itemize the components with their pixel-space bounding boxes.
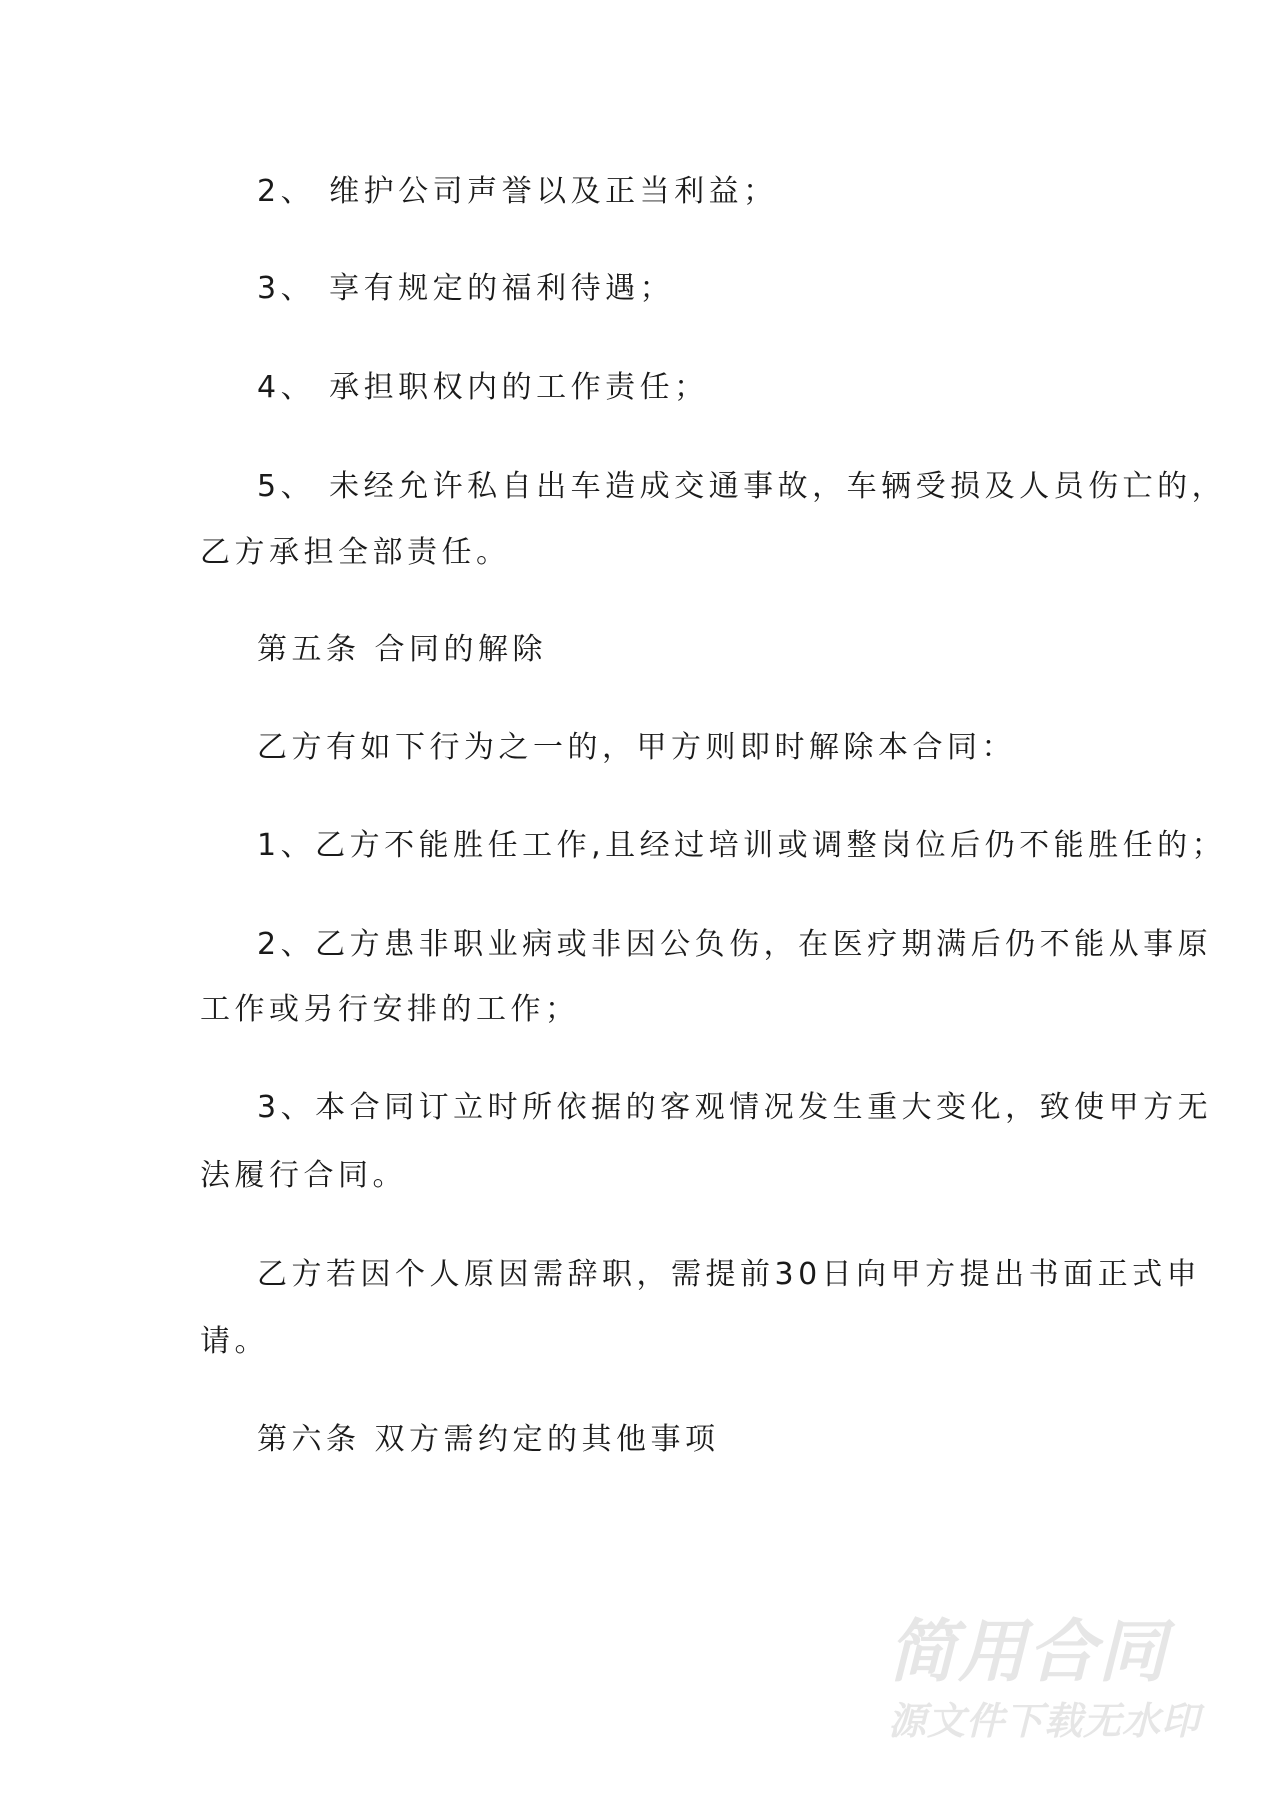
clause-line: 乙方若因个人原因需辞职，需提前30日向甲方提出书面正式申 <box>257 1257 1202 1292</box>
clause-line: 4、 承担职权内的工作责任； <box>257 370 709 405</box>
section-heading: 第六条 双方需约定的其他事项 <box>257 1422 720 1457</box>
clause-line: 1、乙方不能胜任工作,且经过培训或调整岗位后仍不能胜任的； <box>257 828 1227 863</box>
clause-line: 工作或另行安排的工作； <box>200 992 580 1027</box>
clause-line: 3、 享有规定的福利待遇； <box>257 271 675 306</box>
clause-line: 3、本合同订立时所依据的客观情况发生重大变化，致使甲方无 <box>257 1090 1213 1125</box>
watermark-subtitle: 源文件下载无水印 <box>888 1699 1201 1743</box>
clause-line: 2、 维护公司声誉以及正当利益； <box>257 174 778 209</box>
clause-line: 乙方承担全部责任。 <box>200 535 511 570</box>
clause-line: 2、乙方患非职业病或非因公负伤，在医疗期满后仍不能从事原 <box>257 927 1213 962</box>
section-heading: 第五条 合同的解除 <box>257 632 548 667</box>
watermark-title: 简用合同 <box>888 1613 1169 1692</box>
clause-line: 请。 <box>200 1324 269 1359</box>
clause-line: 法履行合同。 <box>200 1158 407 1193</box>
clause-line: 5、 未经允许私自出车造成交通事故，车辆受损及人员伤亡的， <box>257 469 1227 504</box>
clause-line: 乙方有如下行为之一的，甲方则即时解除本合同： <box>257 730 1016 765</box>
